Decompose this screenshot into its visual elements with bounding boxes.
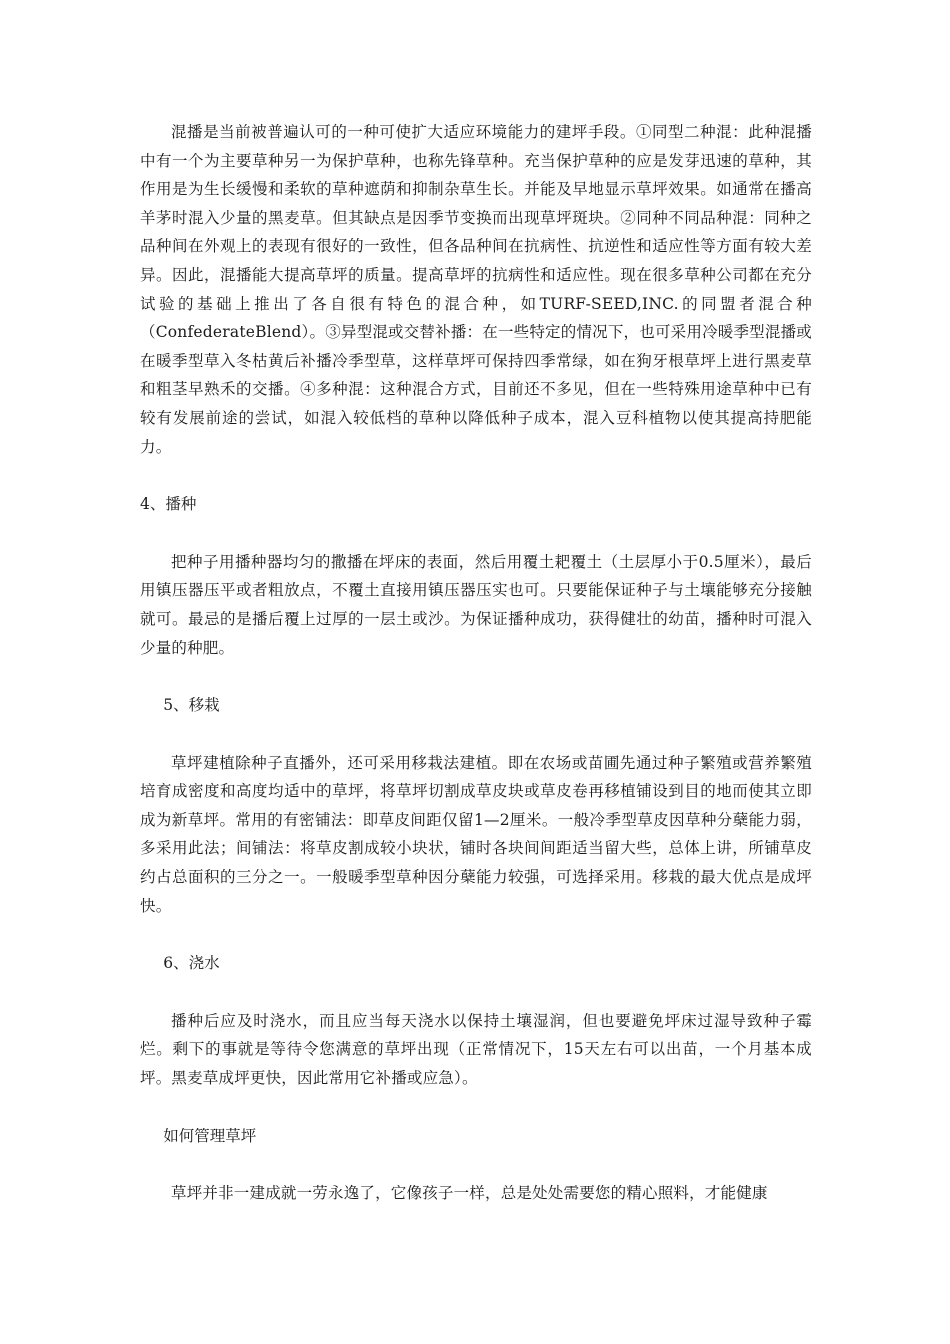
heading-transplanting: 5、移栽 bbox=[163, 696, 220, 715]
heading-sowing: 4、播种 bbox=[140, 495, 197, 514]
paragraph-transplanting: 草坪建植除种子直播外，还可采用移栽法建植。即在农场或苗圃先通过种子繁殖或营养繁殖培育成密度和高度均适中的草坪，将草坪切割成草皮块或草皮卷再移植铺设到目的地而使其立即成为新草坪。常用的有密铺法：即草皮间距仅留1—2厘米。一般冷季型草皮因草种分蘖能力弱，多采用此法；间铺法：将草皮割成较小块状，铺时各块间间距适当留大些，总体上讲，所铺草皮约占总面积的三分之一。一般暖季型草种因分蘖能力较强，可选择采用。移栽的最大优点是成坪快。 bbox=[140, 753, 812, 915]
heading-watering: 6、浇水 bbox=[163, 954, 220, 973]
heading-lawn-management: 如何管理草坪 bbox=[163, 1126, 257, 1145]
paragraph-lawn-management: 草坪并非一建成就一劳永逸了，它像孩子一样，总是处处需要您的精心照料，才能健康 bbox=[171, 1184, 768, 1203]
document-body bbox=[140, 118, 812, 1208]
paragraph-mixed-sowing: 混播是当前被普遍认可的一种可使扩大适应环境能力的建坪手段。①同型二种混：此种混播中有一个为主要草种另一为保护草种，也称先锋草种。充当保护草种的应是发芽迅速的草种，其作用是为生长缓慢和柔软的草种遮荫和抑制杂草生长。并能及早地显示草坪效果。如通常在播高羊茅时混入少量的黑麦草。但其缺点是因季节变换而出现草坪斑块。②同种不同品种混：同种之品种间在外观上的表现有很好的一致性，但各品种间在抗病性、抗逆性和适应性等方面有较大差异。因此，混播能大提高草坪的质量。提高草坪的抗病性和适应性。现在很多草种公司都在充分试验的基础上推出了各自很有特色的混合种，如TURF-SEED,INC.的同盟者混合种（ConfederateBlend）。③异型混或交替补播：在一些特定的情况下，也可采用冷暖季型混播或在暖季型草入冬枯黄后补播冷季型草，这样草坪可保持四季常绿，如在狗牙根草坪上进行黑麦草和粗茎早熟禾的交播。④多种混：这种混合方式，目前还不多见，但在一些特殊用途草种中已有较有发展前途的尝试，如混入较低档的草种以降低种子成本，混入豆科植物以使其提高持肥能力。 bbox=[140, 123, 812, 456]
paragraph-watering: 播种后应及时浇水，而且应当每天浇水以保持土壤湿润，但也要避免坪床过湿导致种子霉烂。剩下的事就是等待令您满意的草坪出现（正常情况下，15天左右可以出苗，一个月基本成坪。黑麦草成坪更快，因此常用它补播或应急）。 bbox=[140, 1011, 812, 1088]
paragraph-sowing: 把种子用播种器均匀的撒播在坪床的表面，然后用覆土耙覆土（土层厚小于0.5厘米），最后用镇压器压平或者粗放点，不覆土直接用镇压器压实也可。只要能保证种子与土壤能够充分接触就可。最忌的是播后覆上过厚的一层土或沙。为保证播种成功，获得健壮的幼苗，播种时可混入少量的种肥。 bbox=[140, 552, 812, 657]
